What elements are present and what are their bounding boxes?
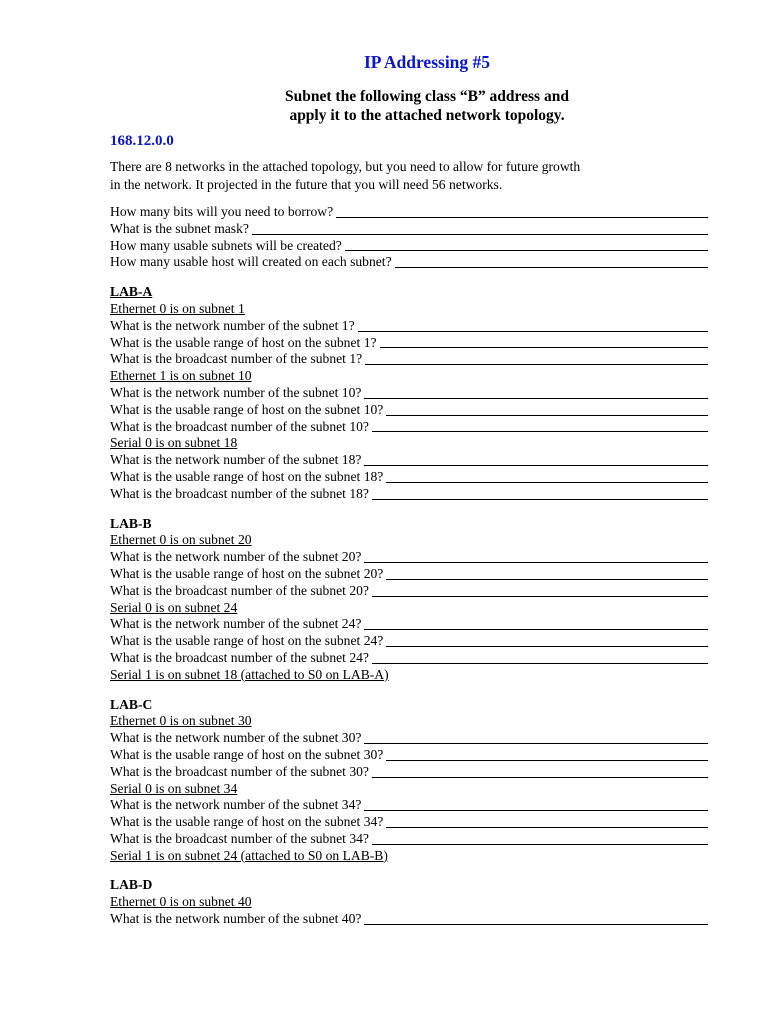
interface-label: Ethernet 0 is on subnet 1: [110, 300, 245, 316]
answer-blank[interactable]: [364, 809, 708, 811]
question-row: [110, 254, 708, 271]
answer-blank[interactable]: [372, 498, 708, 500]
question-row: [110, 238, 708, 255]
answer-blank[interactable]: [364, 464, 708, 466]
question-text: What is the broadcast number of the subnet 24?: [110, 649, 369, 665]
answer-blank[interactable]: [336, 216, 708, 218]
interface-label: Ethernet 0 is on subnet 40: [110, 894, 252, 910]
interface-label: Ethernet 0 is on subnet 30: [110, 713, 252, 729]
interface-label: Serial 1 is on subnet 18 (attached to S0 on LAB-A): [110, 666, 389, 682]
answer-blank[interactable]: [386, 578, 708, 580]
answer-blank[interactable]: [372, 430, 708, 432]
answer-blank[interactable]: [252, 233, 708, 235]
answer-blank[interactable]: [372, 595, 708, 597]
answer-blank[interactable]: [380, 346, 708, 348]
subtitle: [146, 87, 708, 125]
answer-blank[interactable]: [364, 923, 708, 925]
question-text: What is the network number of the subnet 24?: [110, 616, 362, 632]
answer-blank[interactable]: [386, 481, 708, 483]
question-text: What is the usable range of host on the subnet 1?: [110, 334, 377, 350]
question-row: [110, 419, 708, 436]
answer-blank[interactable]: [386, 759, 708, 761]
question-row: [110, 911, 708, 928]
lab-section: [110, 697, 708, 865]
interface-label: Serial 0 is on subnet 24: [110, 599, 238, 615]
answer-blank[interactable]: [358, 330, 708, 332]
answer-blank[interactable]: [395, 266, 708, 268]
worksheet-page: [110, 52, 708, 928]
question-text: What is the network number of the subnet 20?: [110, 549, 362, 565]
answer-blank[interactable]: [386, 826, 708, 828]
lab-heading: LAB-A: [110, 284, 153, 300]
question-row: [110, 221, 708, 238]
question-text: How many bits will you need to borrow?: [110, 204, 334, 219]
question-row: [110, 814, 708, 831]
lab-heading: LAB-C: [110, 696, 153, 712]
question-row: [110, 318, 708, 335]
question-text: How many usable subnets will be created?: [110, 237, 342, 253]
lab-heading: LAB-D: [110, 877, 153, 893]
interface-label: Serial 0 is on subnet 34: [110, 780, 238, 796]
question-text: What is the usable range of host on the subnet 34?: [110, 814, 384, 830]
question-row: [110, 764, 708, 781]
intro-line: There are 8 networks in the attached topology, but you need to allow for future growth: [110, 159, 581, 174]
question-row: [110, 616, 708, 633]
question-row: [110, 831, 708, 848]
answer-blank[interactable]: [345, 249, 708, 251]
question-row: [110, 486, 708, 503]
intro-line: in the network. It projected in the future that you will need 56 networks.: [110, 177, 503, 192]
lab-sections: [110, 284, 708, 928]
lab-section: [110, 284, 708, 502]
lab-heading: LAB-B: [110, 515, 152, 531]
answer-blank[interactable]: [364, 742, 708, 744]
question-text: What is the usable range of host on the subnet 10?: [110, 401, 384, 417]
question-row: [110, 747, 708, 764]
question-text: What is the network number of the subnet 1?: [110, 317, 355, 333]
page-title: IP Addressing #5: [363, 52, 491, 72]
interface-label: Serial 1 is on subnet 24 (attached to S0 on LAB-B): [110, 847, 388, 863]
question-row: [110, 549, 708, 566]
question-row: [110, 452, 708, 469]
interface-label: Ethernet 1 is on subnet 10: [110, 368, 252, 384]
question-text: What is the broadcast number of the subnet 10?: [110, 418, 369, 434]
intro-paragraph: [110, 158, 708, 194]
general-questions: [110, 204, 708, 271]
answer-blank[interactable]: [386, 645, 708, 647]
question-row: [110, 204, 708, 221]
question-row: [110, 385, 708, 402]
interface-label: Serial 0 is on subnet 18: [110, 435, 238, 451]
question-text: What is the usable range of host on the subnet 18?: [110, 468, 384, 484]
answer-blank[interactable]: [372, 662, 708, 664]
question-text: What is the broadcast number of the subnet 30?: [110, 763, 369, 779]
lab-section: [110, 516, 708, 684]
question-text: What is the usable range of host on the subnet 30?: [110, 746, 384, 762]
question-row: [110, 797, 708, 814]
question-text: What is the broadcast number of the subnet 1?: [110, 351, 363, 367]
question-row: [110, 469, 708, 486]
question-row: [110, 351, 708, 368]
question-text: What is the network number of the subnet 34?: [110, 797, 362, 813]
answer-blank[interactable]: [364, 561, 708, 563]
question-text: What is the network number of the subnet 10?: [110, 384, 362, 400]
question-row: [110, 566, 708, 583]
interface-label: Ethernet 0 is on subnet 20: [110, 532, 252, 548]
network-address: 168.12.0.0: [110, 133, 174, 149]
question-row: [110, 633, 708, 650]
answer-blank[interactable]: [364, 628, 708, 630]
answer-blank[interactable]: [365, 363, 708, 365]
answer-blank[interactable]: [372, 843, 708, 845]
question-text: What is the usable range of host on the subnet 20?: [110, 565, 384, 581]
question-row: [110, 650, 708, 667]
subtitle-line: apply it to the attached network topology.: [289, 107, 565, 124]
question-row: [110, 335, 708, 352]
question-text: What is the broadcast number of the subnet 18?: [110, 485, 369, 501]
question-row: [110, 583, 708, 600]
question-row: [110, 730, 708, 747]
question-text: How many usable host will created on each subnet?: [110, 254, 392, 270]
question-text: What is the broadcast number of the subnet 20?: [110, 582, 369, 598]
subtitle-line: Subnet the following class “B” address and: [285, 88, 569, 105]
answer-blank[interactable]: [386, 414, 708, 416]
answer-blank[interactable]: [372, 776, 708, 778]
question-text: What is the network number of the subnet 18?: [110, 452, 362, 468]
question-text: What is the broadcast number of the subnet 34?: [110, 830, 369, 846]
question-text: What is the usable range of host on the subnet 24?: [110, 633, 384, 649]
question-text: What is the network number of the subnet 40?: [110, 911, 362, 927]
question-text: What is the network number of the subnet 30?: [110, 730, 362, 746]
lab-section: [110, 877, 708, 927]
answer-blank[interactable]: [364, 397, 708, 399]
question-row: [110, 402, 708, 419]
question-text: What is the subnet mask?: [110, 220, 249, 236]
